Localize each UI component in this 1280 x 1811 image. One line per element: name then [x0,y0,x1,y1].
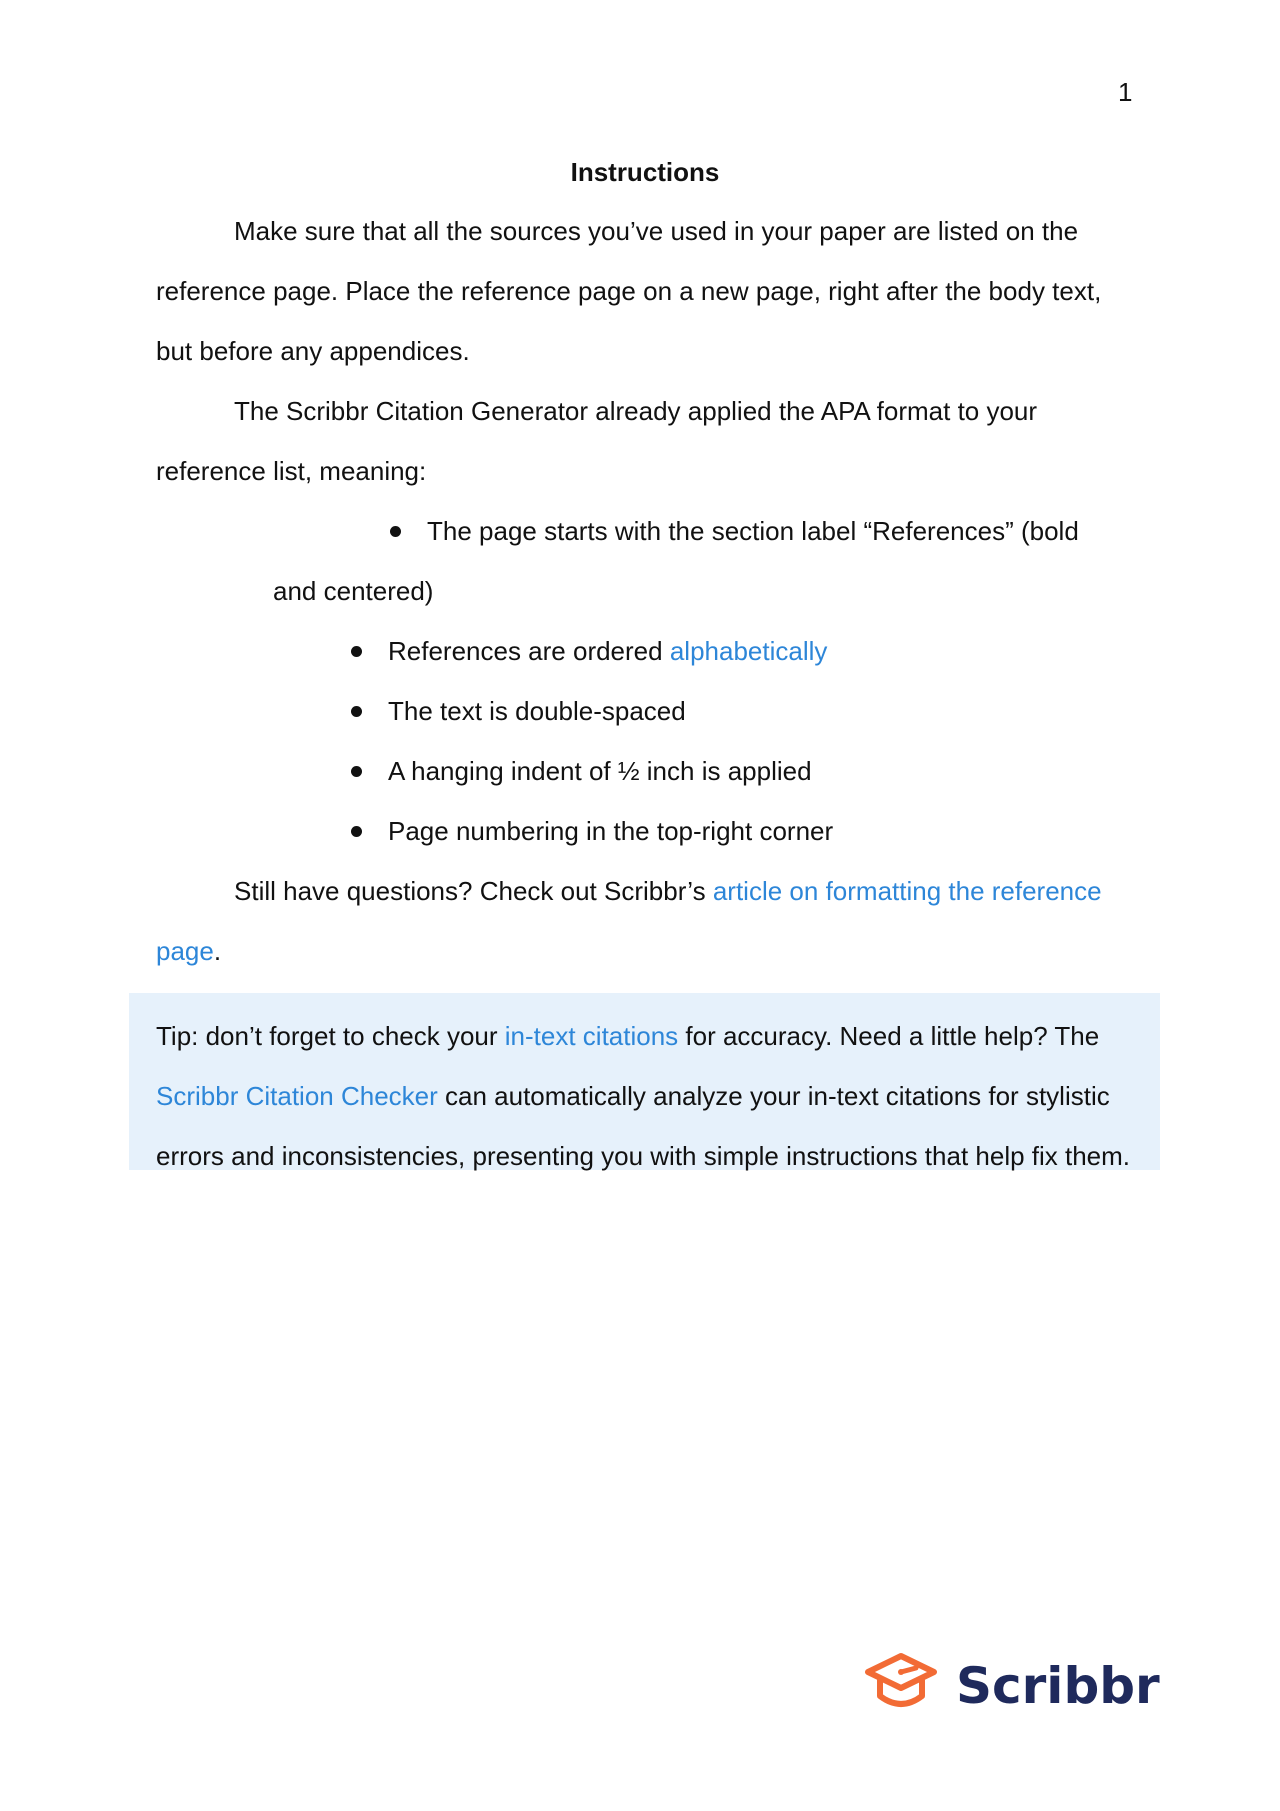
paragraph-sources: Make sure that all the sources you’ve used in your paper are listed on the reference page. Place the reference page on a new page, right after the body text, but before any appendices. [156,216,1102,366]
bullet-text: Page numbering in the top-right corner [388,816,834,846]
graduation-cap-icon [864,1652,938,1719]
bullet-icon [351,826,362,837]
list-item [156,801,1116,861]
list-item [156,741,1116,801]
citation-checker-link[interactable]: Scribbr Citation Checker [156,1081,438,1111]
formatting-article-link[interactable]: article on formatting the reference page [156,876,1102,966]
tip-text-part: Tip: don’t forget to check your [156,1021,505,1051]
questions-text: Still have questions? Check out Scribbr’s [234,876,713,906]
paragraph-apa-format: The Scribbr Citation Generator already applied the APA format to your reference list, meaning: [156,396,1038,486]
instructions-body [156,201,1116,981]
bullet-icon [351,766,362,777]
tip-text-part: can automatically analyze your in-text citations for stylistic errors and inconsistencies, presenting you with simple instructions that help fix them. [156,1081,1131,1171]
list-item [156,621,1116,681]
bullet-icon [351,706,362,717]
bullet-text: References are ordered [388,636,670,666]
bullet-icon [390,526,401,537]
in-text-citations-link[interactable]: in-text citations [504,1021,679,1051]
bullet-icon [351,646,362,657]
alphabetically-link[interactable]: alphabetically [669,636,828,666]
list-item [156,501,1116,621]
format-bullet-list [156,501,1116,861]
tip-text-part: for accuracy. Need a little help? The [678,1021,1100,1051]
page-title: Instructions [570,157,720,187]
page-number: 1 [1118,77,1133,107]
list-item [156,681,1116,741]
paragraph-questions [156,861,1116,981]
scribbr-logo [864,1652,1160,1719]
bullet-text: A hanging indent of ½ inch is applied [388,756,812,786]
questions-period: . [213,936,222,966]
logo-text: Scribbr [956,1656,1160,1715]
bullet-text: The text is double-spaced [388,696,686,726]
tip-text [156,1006,1156,1186]
bullet-text: The page starts with the section label “References” (bold and centered) [273,516,1079,606]
